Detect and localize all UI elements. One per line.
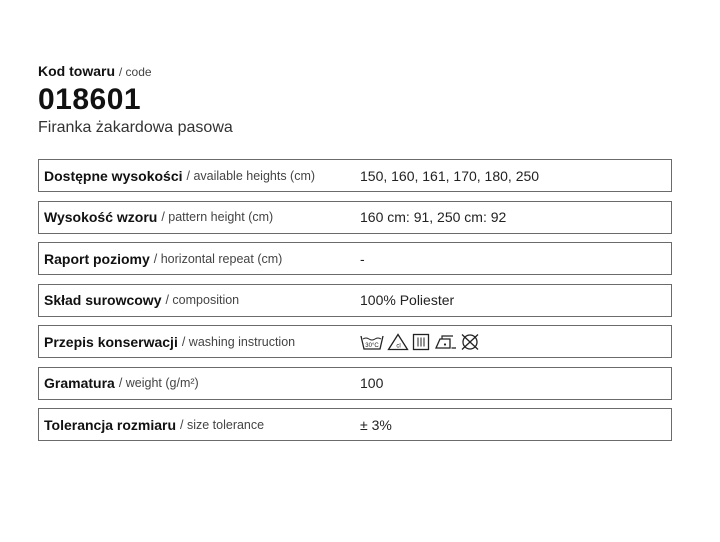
product-code-sublabel: / code xyxy=(118,65,152,79)
spec-label-pl: Skład surowcowy xyxy=(44,292,162,308)
spec-value: - xyxy=(360,250,365,267)
wash-30-icon xyxy=(360,333,384,351)
spec-label-pl: Gramatura xyxy=(44,375,115,391)
spec-label-pl: Raport poziomy xyxy=(44,250,150,267)
spec-value: 160 cm: 91, 250 cm: 92 xyxy=(360,209,507,225)
spec-value: ± 3% xyxy=(360,416,392,433)
spec-row-horizontal-repeat xyxy=(38,242,672,275)
spec-value: 150, 160, 161, 170, 180, 250 xyxy=(360,167,540,184)
spec-label-pl: Wysokość wzoru xyxy=(44,209,158,225)
spec-row-available-heights xyxy=(38,159,672,192)
spec-label-en: / available heights (cm) xyxy=(186,168,316,183)
spec-row-label xyxy=(44,202,273,233)
bleach-marker-label: cl xyxy=(396,343,401,349)
spec-row-washing-instruction xyxy=(38,325,672,358)
spec-row-label xyxy=(44,409,264,440)
product-code-line xyxy=(38,62,233,81)
dry-clean-icon xyxy=(460,333,480,351)
spec-label-en: / pattern height (cm) xyxy=(161,210,274,224)
spec-label-en: / washing instruction xyxy=(181,334,296,349)
spec-label-en: / weight (g/m²) xyxy=(118,376,199,390)
spec-row-label xyxy=(44,285,239,316)
iron-icon xyxy=(433,333,457,351)
spec-table xyxy=(38,159,672,450)
spec-row-weight xyxy=(38,367,672,400)
spec-label-pl: Tolerancja rozmiaru xyxy=(44,416,177,433)
spec-row-label xyxy=(44,326,295,357)
product-code-label: Kod towaru xyxy=(38,63,115,79)
spec-row-size-tolerance xyxy=(38,408,672,441)
spec-label-en: / composition xyxy=(165,293,240,307)
spec-label-en: / horizontal repeat (cm) xyxy=(153,251,283,266)
spec-value: 100% Poliester xyxy=(360,292,455,308)
spec-row-label xyxy=(44,160,315,191)
spec-value: 100 xyxy=(360,375,384,391)
product-code-number: 018601 xyxy=(38,83,142,116)
tumble-dry-icon xyxy=(412,333,430,351)
product-header xyxy=(38,62,233,138)
spec-label-en: / size tolerance xyxy=(180,417,265,432)
spec-label-pl: Dostępne wysokości xyxy=(44,167,183,184)
spec-row-pattern-height xyxy=(38,201,672,234)
care-icons xyxy=(360,326,480,357)
spec-row-label xyxy=(44,368,199,399)
spec-label-pl: Przepis konserwacji xyxy=(44,333,178,350)
product-name: Firanka żakardowa pasowa xyxy=(38,119,233,136)
bleach-icon xyxy=(387,333,409,351)
spec-row-label xyxy=(44,243,282,274)
spec-row-composition xyxy=(38,284,672,317)
wash-temperature-label: 30°C xyxy=(365,342,379,349)
